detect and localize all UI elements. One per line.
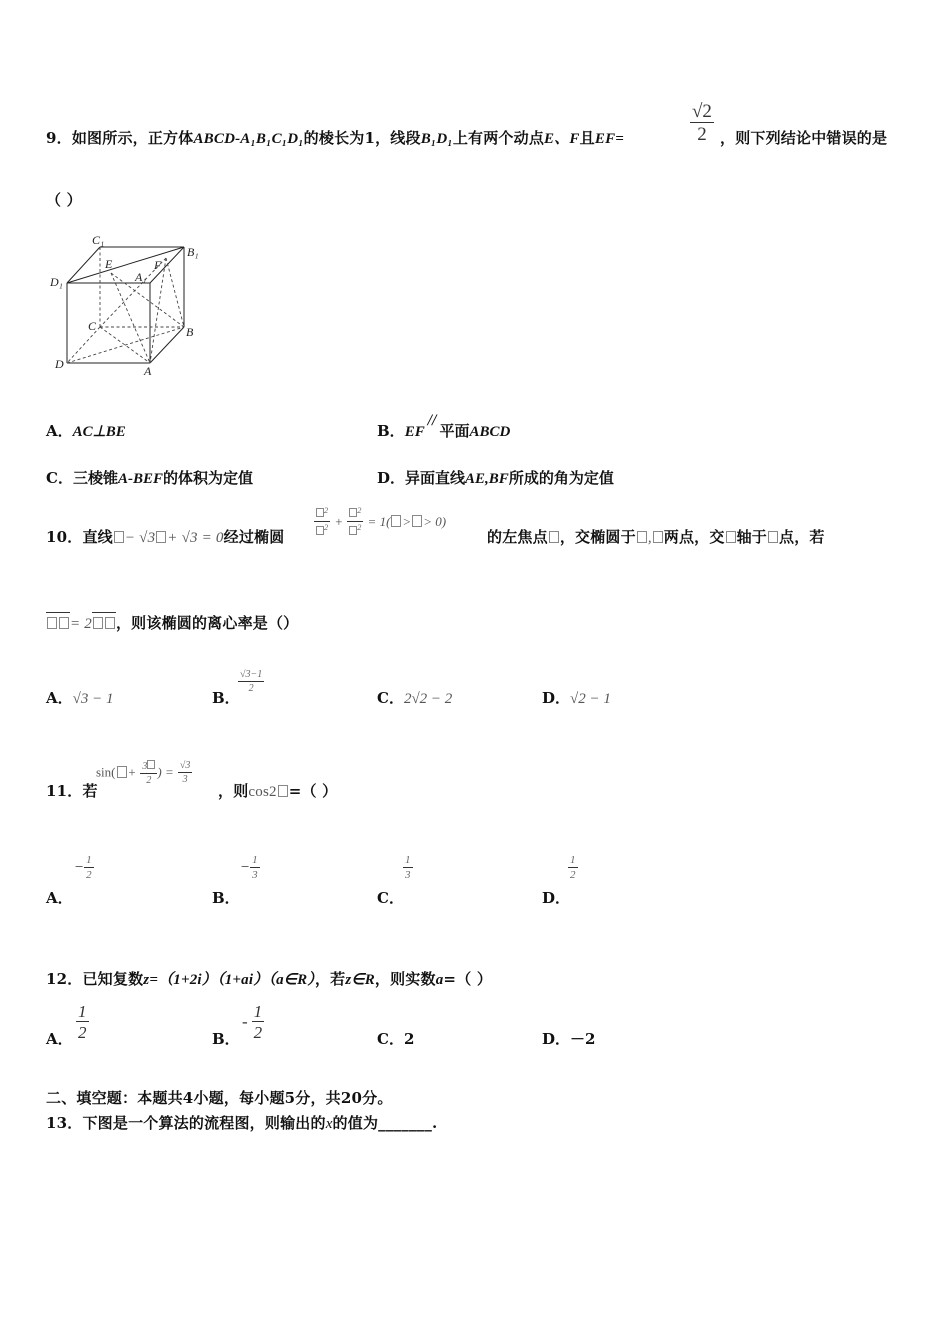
q12-var: a bbox=[435, 972, 444, 988]
q9-text-a: 如图所示，正方体 bbox=[71, 129, 194, 147]
q11-stem-a bbox=[46, 780, 98, 801]
q11-option-b bbox=[240, 855, 260, 881]
q10-text-a: 直线 bbox=[82, 528, 113, 546]
q12-option-c bbox=[377, 1028, 414, 1049]
q10-ellipse-gt: > bbox=[402, 513, 412, 529]
q10-line-eq-1: − √3 bbox=[124, 530, 156, 546]
q12-option-c-label: C． bbox=[377, 1030, 404, 1048]
q11-option-d-num: 1 bbox=[570, 854, 576, 866]
q11-option-a-den: 2 bbox=[86, 869, 92, 881]
q10-text-c: 的左焦点 bbox=[487, 528, 548, 546]
q9-option-b-abcd: ABCD bbox=[469, 424, 511, 440]
q10-option-d-label: D． bbox=[542, 689, 571, 707]
q9-option-c-text3: 的体积为定值 bbox=[162, 469, 253, 487]
q10-vec-eq: = 2 bbox=[70, 616, 92, 632]
q13-text-a: 下图是一个算法的流程图，则输出的 bbox=[82, 1114, 326, 1132]
q9-option-b-ef: EF bbox=[404, 424, 425, 440]
q11-option-d bbox=[568, 855, 578, 881]
q9-text-c: 上有两个动点 bbox=[452, 129, 545, 147]
q11-option-c-label: C． bbox=[377, 889, 404, 907]
q11-rhs-num: √3 bbox=[179, 760, 191, 771]
q9-option-c-text1: 三棱锥 bbox=[72, 469, 118, 487]
q12-text-a: 已知复数 bbox=[82, 970, 144, 988]
q12-option-d-text: －2 bbox=[570, 1030, 596, 1048]
q10-text-g: 点，若 bbox=[779, 528, 825, 546]
q11-option-b-den: 3 bbox=[252, 869, 258, 881]
q13-text-b: 的值为_______. bbox=[332, 1114, 438, 1132]
q9-option-a bbox=[46, 420, 126, 441]
q10-stem bbox=[46, 526, 284, 547]
q11-option-b-num: 1 bbox=[252, 854, 258, 866]
q11-option-a-sign: − bbox=[74, 859, 85, 876]
q12-text-c: ，则实数 bbox=[374, 970, 436, 988]
q12-option-c-text: 2 bbox=[403, 1030, 415, 1048]
q9-ef-label: EF= bbox=[594, 131, 625, 147]
q11-option-c-num: 1 bbox=[405, 854, 411, 866]
fig-label-a: A bbox=[144, 364, 152, 378]
fig-label-e: E bbox=[105, 257, 113, 271]
section2-heading: 二、填空题：本题共4小题，每小题5分，共20分。 bbox=[46, 1089, 393, 1107]
q12-cond: z∈R bbox=[345, 972, 375, 988]
fig-label-b1: B₁ bbox=[187, 245, 199, 259]
q10-option-a-text: √3 − 1 bbox=[72, 691, 114, 707]
fig-label-c: C bbox=[88, 319, 97, 333]
q10-ellipse-end: > 0) bbox=[423, 513, 447, 529]
q9-cube-name: ABCD-A₁B₁C₁D₁ bbox=[193, 131, 304, 147]
q9-option-d-text3: 所成的角为定值 bbox=[508, 469, 614, 487]
q10-number: 10． bbox=[46, 528, 83, 546]
q11-number: 11． bbox=[46, 782, 83, 800]
q9-frac-num: √2 bbox=[692, 101, 712, 122]
q9-option-b bbox=[377, 413, 511, 441]
q10-stem-c bbox=[46, 612, 298, 633]
q11-sin-frac-den: 2 bbox=[146, 775, 152, 786]
q10-option-c-text: 2√2 − 2 bbox=[403, 691, 453, 707]
q13-stem bbox=[46, 1112, 437, 1133]
q11-option-b-label: B． bbox=[212, 889, 240, 907]
q12-option-b bbox=[242, 1003, 264, 1041]
q11-option-a bbox=[74, 855, 94, 881]
q11-sin-frac-num: 3 bbox=[142, 761, 148, 772]
q12-option-a-num: 1 bbox=[78, 1002, 87, 1021]
q10-option-d-text: √2 − 1 bbox=[570, 691, 611, 707]
q11-sin-plus: + bbox=[127, 764, 137, 780]
q9-frac-den: 2 bbox=[697, 124, 707, 145]
q12-option-a bbox=[76, 1003, 89, 1041]
q10-option-c bbox=[377, 687, 452, 708]
q12-option-d-label: D． bbox=[542, 1030, 571, 1048]
q13-number: 13． bbox=[46, 1114, 83, 1132]
q11-option-c-den: 3 bbox=[405, 869, 411, 881]
q11-option-c bbox=[403, 855, 413, 881]
q13-var: x bbox=[325, 1116, 333, 1132]
q12-option-d bbox=[542, 1028, 595, 1049]
fig-label-f: F bbox=[154, 258, 162, 272]
q11-option-d-label: D． bbox=[542, 889, 571, 907]
q11-text-a: 若 bbox=[82, 782, 98, 800]
q9-option-c-label: C． bbox=[46, 469, 73, 487]
q10-line-eq-2: + √3 = 0 bbox=[167, 530, 224, 546]
q11-option-a-label: A． bbox=[46, 889, 73, 907]
q12-number: 12． bbox=[46, 970, 83, 988]
q11-option-a-num: 1 bbox=[86, 854, 92, 866]
q11-sin-expression bbox=[96, 760, 192, 786]
q12-text-b: ，若 bbox=[314, 970, 346, 988]
q11-cos: cos2 bbox=[248, 784, 277, 800]
q9-option-c-text2: A-BEF bbox=[117, 471, 163, 487]
q12-option-b-sign: - bbox=[242, 1012, 248, 1031]
fig-label-d1: D₁ bbox=[50, 275, 63, 289]
q11-sin-eq: ) = bbox=[157, 764, 174, 780]
q9-option-d bbox=[377, 467, 614, 488]
q10-text-d: ，交椭圆于 bbox=[559, 528, 636, 546]
q9-text-b: 的棱长为1，线段 bbox=[303, 129, 421, 147]
q12-option-b-label: B． bbox=[212, 1030, 240, 1048]
q12-option-a-label: A． bbox=[46, 1030, 73, 1048]
q10-text-b: 经过椭圆 bbox=[223, 528, 285, 546]
q10-option-b-den: 2 bbox=[248, 683, 254, 694]
q9-option-b-plane: 平面 bbox=[439, 422, 470, 440]
q9-option-d-text2: AE,BF bbox=[465, 471, 509, 487]
q12-option-a-den: 2 bbox=[78, 1023, 87, 1042]
q11-text-b: ，则 bbox=[218, 782, 249, 800]
fig-label-b: B bbox=[186, 325, 194, 339]
q10-option-c-label: C． bbox=[377, 689, 404, 707]
q9-option-a-label: A． bbox=[46, 422, 73, 440]
q12-text-d: =（ ） bbox=[443, 970, 493, 988]
q9-points: E、F bbox=[544, 131, 580, 147]
fig-label-a1: A₁ bbox=[135, 270, 147, 284]
q11-option-d-den: 2 bbox=[570, 869, 576, 881]
q10-option-a bbox=[46, 687, 114, 708]
q9-number: 9． bbox=[46, 129, 72, 147]
q10-ellipse-equation: $\frac{^2}{^2}$ + $\frac{^2}{^2}$ = 1( > > 0) bbox=[314, 507, 446, 538]
q11-option-b-sign: − bbox=[240, 859, 251, 876]
q11-rhs-den: 3 bbox=[182, 774, 188, 785]
q12-option-b-num: 1 bbox=[253, 1002, 263, 1021]
q9-option-d-text1: 异面直线 bbox=[405, 469, 466, 487]
q10-option-b bbox=[238, 670, 264, 694]
q11-text-c: =（ ） bbox=[288, 782, 338, 800]
q10-stem-b: 的左焦点 ，交椭圆于 , 两点，交 轴于 点，若 bbox=[487, 528, 825, 546]
q9-text-e: ，则下列结论中错误的是 bbox=[720, 129, 888, 147]
q12-z-eq: z=（1+2i）（1+ai）（a∈R） bbox=[143, 972, 315, 988]
q11-sin: sin( bbox=[96, 764, 116, 780]
q10-text-f: 轴于 bbox=[736, 528, 767, 546]
q9-stem-end bbox=[720, 127, 887, 148]
q12-stem bbox=[46, 968, 492, 989]
q11-stem-b bbox=[218, 780, 337, 801]
q9-option-b-parallel: // bbox=[427, 413, 437, 428]
q10-text-h: ，则该椭圆的离心率是（） bbox=[115, 614, 299, 632]
q10-option-a-label: A． bbox=[46, 689, 73, 707]
q9-option-a-text: AC⊥BE bbox=[72, 424, 126, 440]
q10-ellipse-eq: = 1( bbox=[367, 513, 391, 529]
q10-option-d bbox=[542, 687, 611, 708]
q10-option-b-num: √3−1 bbox=[240, 669, 263, 680]
q9-text-d: 且 bbox=[579, 129, 595, 147]
fig-label-c1: C₁ bbox=[92, 233, 105, 247]
q9-option-c bbox=[46, 467, 253, 488]
q9-segment: B₁D₁ bbox=[420, 131, 453, 147]
q9-cube-figure bbox=[48, 230, 208, 380]
q9-stem bbox=[46, 127, 624, 148]
q9-option-d-label: D． bbox=[377, 469, 406, 487]
q9-ef-fraction bbox=[690, 102, 714, 144]
q12-option-b-den: 2 bbox=[253, 1023, 263, 1042]
q10-text-e: 两点，交 bbox=[663, 528, 725, 546]
q9-option-b-label: B． bbox=[377, 422, 405, 440]
q10-option-b-label: B． bbox=[212, 689, 240, 707]
fig-label-d: D bbox=[55, 357, 64, 371]
q9-answer-blank: （ ） bbox=[46, 191, 82, 209]
